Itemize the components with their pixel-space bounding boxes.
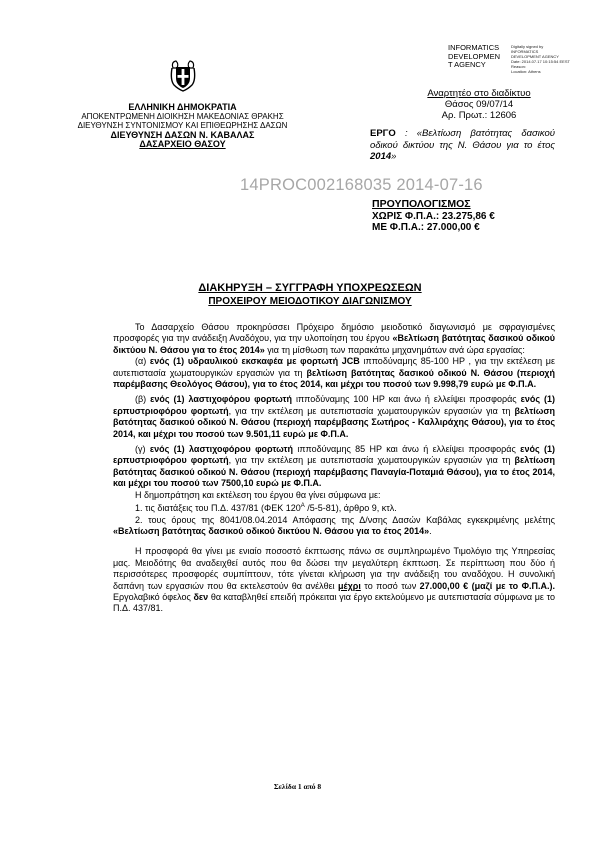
item-scope: βελτίωση βατότητας δασικού οδικού Ν. Θάσου (περιοχή παρέμβασης Παναγία-Ποταμιά Θάσου), για το έτος 2014, και μέχρι του ποσού των 7500,10 ευρώ με Φ.Π.Α. [113,455,555,489]
forest-directorate: ΔΙΕΥΘΥΝΣΗ ΔΑΣΩΝ Ν. ΚΑΒΑΛΑΣ [110,129,255,140]
place-date: Θάσος 09/07/14 [444,99,514,110]
protocol-number: Αρ. Πρωτ.: 12606 [441,110,517,121]
superscript: Α [300,503,305,510]
item-marker: (γ) [135,444,150,455]
item-a-paragraph [113,356,555,390]
title-main: ΔΙΑΚΗΡΥΞΗ – ΣΥΓΓΡΑΦΗ ΥΠΟΧΡΕΩΣΕΩΝ [198,282,422,294]
project-text: : «Βελτίωση βατότητας δασικού οδικού δικτύου της Ν. Θάσου για το έτος [370,128,556,151]
terms-intro: Η δημοπράτηση και εκτέλεση του έργου θα γίνει σύμφωνα με: [135,489,381,500]
signature-meta-line: Location: Athens [511,69,541,74]
republic-heading: ΕΛΛΗΝΙΚΗ ΔΗΜΟΚΡΑΤΙΑ [128,102,237,112]
item-marker: (α) [135,356,150,367]
text-run: Το Δασαρχείο Θάσου προκηρύσσει Πρόχειρο δημόσιο μειοδοτικό διαγωνισμό με σφραγισμένες προσφορές για την ανάδειξη Αναδόχου, για την υλοποίηση του έργου [113,322,555,344]
project-name: «Βελτίωση βατότητας δασικού οδικού δικτύου Ν. Θάσου για το έτος 2014» [113,525,430,536]
item-scope: βελτίωση βατότητας δασικού οδικού Ν. Θάσου (περιοχή παρέμβασης Θεολόγος Θάσου), για το έτος 2014, και μέχρι του ποσού των 9.998,79 ευρώ με Φ.Π.Α. [113,367,555,390]
item-b-paragraph [113,394,555,440]
alternative-machine: ενός (1) ερπυστριοφόρου φορτωτή [113,444,555,466]
signature-org-line: INFORMATICS [448,43,500,52]
signature-meta-line: Digitally signed by [511,44,544,49]
text-run: για τη μίσθωση των παρακάτω μηχανημάτων ανά ώρα εργασίας: [264,344,525,355]
machine-name: ενός (1) λαστιχοφόρου φορτωτή [150,394,293,405]
text-run: θα καταβληθεί επειδή πρόκειται για έργο εκτελούμενο με αυτεπιστασία σύμφωνα με το Π.Δ. 437/81. [113,591,555,614]
term-1 [113,501,555,514]
project-name: «Βελτίωση βατότητας δασικού οδικού δικτύου Ν. Θάσου για το έτος 2014» [113,333,555,355]
intro-paragraph [113,322,555,356]
signature-meta-line: DEVELOPMENT AGENCY [511,54,559,59]
page-number: Σελίδα 1 από 8 [273,782,322,791]
signature-org-line: DEVELOPMEN [448,51,501,61]
text-run: ιπποδύναμης 85 HP και άνω ή ελλείψει προσφοράς [292,444,521,455]
signature-meta-line: Reason: [511,64,526,69]
machine-name: ενός (1) υδραυλικού εκσκαφέα με φορτωτή JCB [149,356,360,367]
text-run: /5-5-81), άρθρο 9, κτλ. [304,503,397,514]
forest-office: ΔΑΣΑΡΧΕΙΟ ΘΑΣΟΥ [139,138,226,149]
emphasis-text: μέχρι [338,580,361,591]
alternative-machine: ενός (1) ερπυστριοφόρου φορτωτή [113,394,555,416]
greek-emblem-icon [167,58,199,92]
posting-note: Αναρτητέο στο διαδίκτυο [427,88,531,99]
project-title [370,128,555,163]
total-amount: 27.000,00 € (μαζί με το Φ.Π.Α.). [419,580,555,591]
text-run: Εργολαβικό όφελος [113,591,194,602]
project-year: 2014 [370,151,392,162]
text-run: , για την εκτέλεση με αυτεπιστασία χωματουργικών εργασιών για τη [228,455,515,466]
budget-without-vat: ΧΩΡΙΣ Φ.Π.Α.: 23.275,86 € [372,210,495,222]
signature-organization [448,44,508,70]
text-run: το ποσό των [360,580,420,591]
text-run: 1. τις διατάξεις του Π.Δ. 437/81 (ΦΕΚ 120 [135,503,301,514]
text-run: ιπποδύναμης 100 HP και άνω ή ελλείψει προσφοράς [292,394,521,405]
coordination-directorate: ΔΙΕΥΘΥΝΣΗ ΣΥΝΤΟΝΙΣΜΟΥ ΚΑΙ ΕΠΙΘΕΩΡΗΣΗΣ ΔΑΣΩΝ [77,121,288,131]
item-scope: βελτίωση βατότητας δασικού οδικού Ν. Θάσου (περιοχή παρέμβασης Σωτήρος - Καλλιράχης Θάσου), για το έτος 2014, και μέχρι του ποσού των 9.501,11 ευρώ με Φ.Π.Α. [113,405,555,439]
project-close: » [391,151,397,162]
signature-meta-line: Date: 2014.07.17 10:15:54 EEST [511,59,570,64]
emphasis-text: δεν [193,591,209,602]
text-run: ιπποδύναμης 85-100 HP , για την εκτέλεση με αυτεπιστασία χωματουργικών εργασιών για τη [113,356,555,378]
text-run: 2. τους όρους της 8041/08.04.2014 Απόφασης της Δ/νσης Δασών Καβάλας εγκεκριμένης μελέτης [135,514,555,525]
decentralized-administration: ΑΠΟΚΕΝΤΡΩΜΕΝΗ ΔΙΟΙΚΗΣΗ ΜΑΚΕΔΟΝΙΑΣ ΘΡΑΚΗΣ [81,112,284,122]
signature-details [511,44,591,74]
signature-meta-line: INFORMATICS [511,49,539,54]
text-run: . [429,525,432,536]
term-2 [113,515,555,538]
issuing-authority [70,103,295,149]
signature-org-line: T AGENCY [448,60,486,69]
item-marker: (β) [135,394,151,405]
text-run: Η προσφορά θα γίνει με ενιαίο ποσοστό έκπτωσης πάνω σε συμπληρωμένο Τιμολόγιο της Υπηρεσίας μας. Μειοδότης θα αναδειχθεί αυτός που θα δώσει την μεγαλύτερη έκπτωση. Σε περίπτωση που δύο ή περισσότερες προσφορές συμπίπτουν, τότε γίνεται κλήρωση για την ανάδειξη του αναδόχου. Η συνολική δαπάνη των εργασιών που θα εκτελεστούν θα ανέλθει [113,546,555,591]
document-body [113,322,555,615]
budget-with-vat: ΜΕ Φ.Π.Α.: 27.000,00 € [372,222,480,233]
text-run: , για την εκτέλεση με αυτεπιστασία χωματουργικών εργασιών για τη [228,405,515,416]
diavgeia-watermark: 14PROC002168035 2014-07-16 [240,176,483,194]
document-title [100,282,520,308]
closing-paragraph [113,546,555,614]
title-sub: ΠΡΟΧΕΙΡΟΥ ΜΕΙΟΔΟΤΙΚΟΥ ΔΙΑΓΩΝΙΣΜΟΥ [208,296,412,307]
machine-name: ενός (1) λαστιχοφόρου φορτωτή [149,444,293,455]
item-c-paragraph [113,444,555,490]
document-reference [404,88,554,121]
budget-title: ΠΡΟΥΠΟΛΟΓΙΣΜΟΣ [372,198,471,210]
project-label: ΕΡΓΟ [370,128,396,139]
budget-block [372,199,495,234]
